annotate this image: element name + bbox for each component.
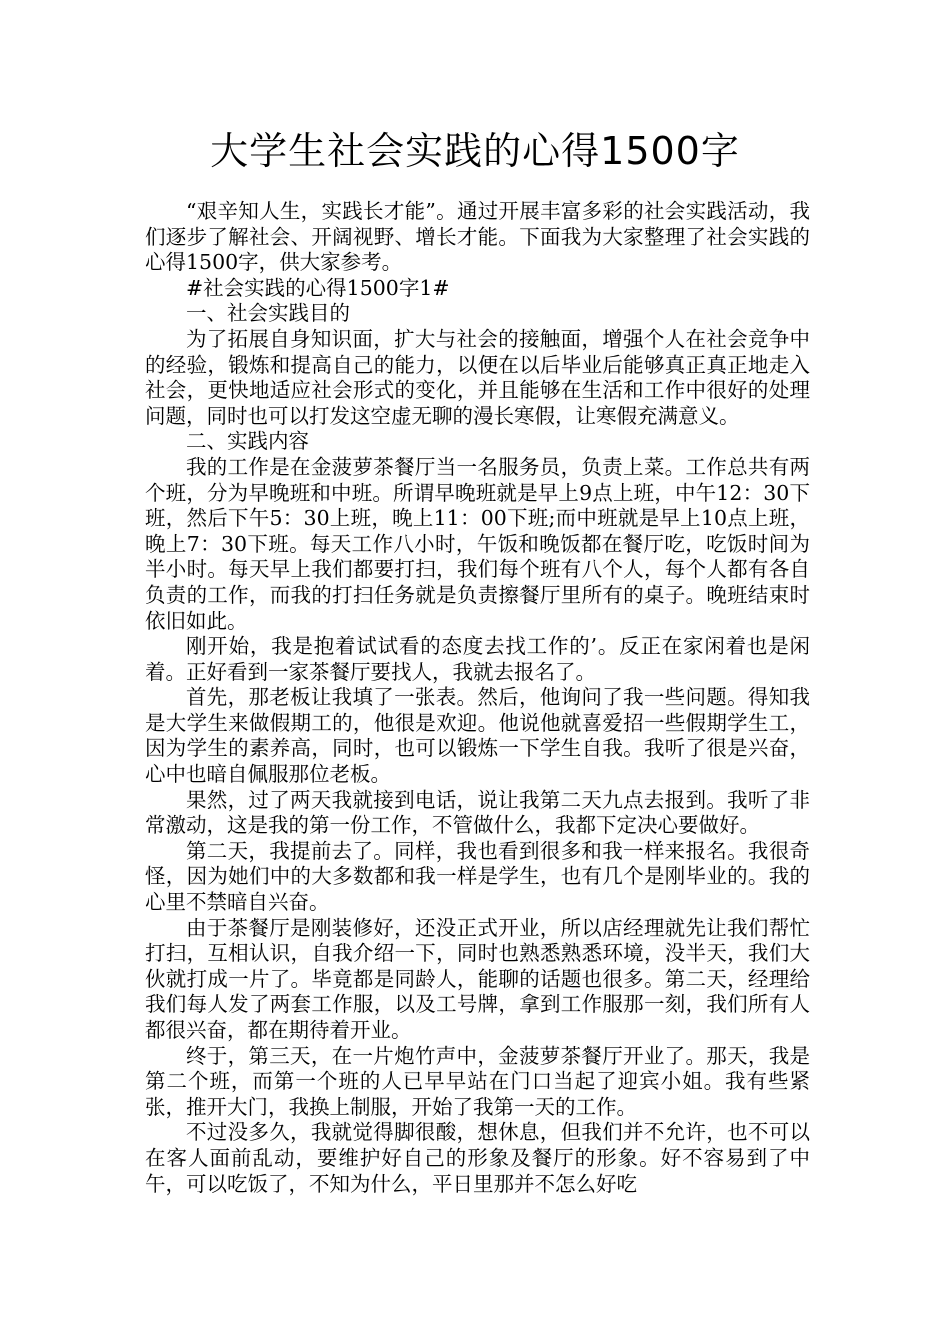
paragraph: 刚开始，我是抱着试试看的态度去找工作的’。反正在家闲着也是闲着。正好看到一家茶餐厅要找人，我就去报名了。	[145, 634, 810, 684]
paragraph: 由于茶餐厅是刚装修好，还没正式开业，所以店经理就先让我们帮忙打扫，互相认识，自我介绍一下，同时也熟悉熟悉环境，没半天，我们大伙就打成一片了。毕竟都是同龄人，能聊的话题也很多。第二天，经理给我们每人发了两套工作服，以及工号牌，拿到工作服那一刻，我们所有人都很兴奋，都在期待着开业。	[145, 915, 810, 1042]
paragraph: 终于，第三天，在一片炮竹声中，金菠萝茶餐厅开业了。那天，我是第二个班，而第一个班的人已早早站在门口当起了迎宾小姐。我有些紧张，推开大门，我换上制服，开始了我第一天的工作。	[145, 1043, 810, 1119]
section-heading: 二、实践内容	[186, 429, 309, 454]
paragraph: 第二天，我提前去了。同样，我也看到很多和我一样来报名。我很奇怪，因为她们中的大多数都和我一样是学生，也有几个是刚毕业的。我的心里不禁暗自兴奋。	[145, 838, 810, 915]
paragraph: 为了拓展自身知识面，扩大与社会的接触面，增强个人在社会竞争中的经验，锻炼和提高自己的能力，以便在以后毕业后能够真正真正地走入社会，更快地适应社会形式的变化，并且能够在生活和工作中很好的处理问题，同时也可以打发这空虚无聊的漫长寒假，让寒假充满意义。	[145, 326, 810, 428]
section-heading: 一、社会实践目的	[186, 301, 350, 326]
paragraph: 我的工作是在金菠萝茶餐厅当一名服务员，负责上菜。工作总共有两个班，分为早晚班和中班。所谓早晚班就是早上9点上班，中午12：30下班，然后下午5：30上班，晚上11：00下班;而中班就是早上10点上班，晚上7：30下班。每天工作八小时，午饭和晚饭都在餐厅吃，吃饭时间为半小时。每天早上我们都要打扫，我们每个班有八个人，每个人都有各自负责的工作，而我的打扫任务就是负责擦餐厅里所有的桌子。晚班结束时依旧如此。	[145, 454, 810, 633]
paragraph: 首先，那老板让我填了一张表。然后，他询问了我一些问题。得知我是大学生来做假期工的，他很是欢迎。他说他就喜爱招一些假期学生工，因为学生的素养高，同时，也可以锻炼一下学生自我。我听了很是兴奋，心中也暗自佩服那位老板。	[145, 685, 810, 787]
document-title: 大学生社会实践的心得1500字	[210, 129, 740, 173]
document-body	[145, 199, 810, 1197]
paragraph: 不过没多久，我就觉得脚很酸，想休息，但我们并不允许，也不可以在客人面前乱动，要维护好自己的形象及餐厅的形象。好不容易到了中午，可以吃饭了，不知为什么，平日里那并不怎么好吃	[145, 1120, 810, 1196]
paragraph: 果然，过了两天我就接到电话，说让我第二天九点去报到。我听了非常激动，这是我的第一份工作，不管做什么，我都下定决心要做好。	[145, 787, 810, 838]
section-heading: #社会实践的心得1500字1#	[186, 275, 450, 300]
paragraph: “艰辛知人生，实践长才能”。通过开展丰富多彩的社会实践活动，我们逐步了解社会、开阔视野、增长才能。下面我为大家整理了社会实践的心得1500字，供大家参考。	[145, 199, 810, 275]
